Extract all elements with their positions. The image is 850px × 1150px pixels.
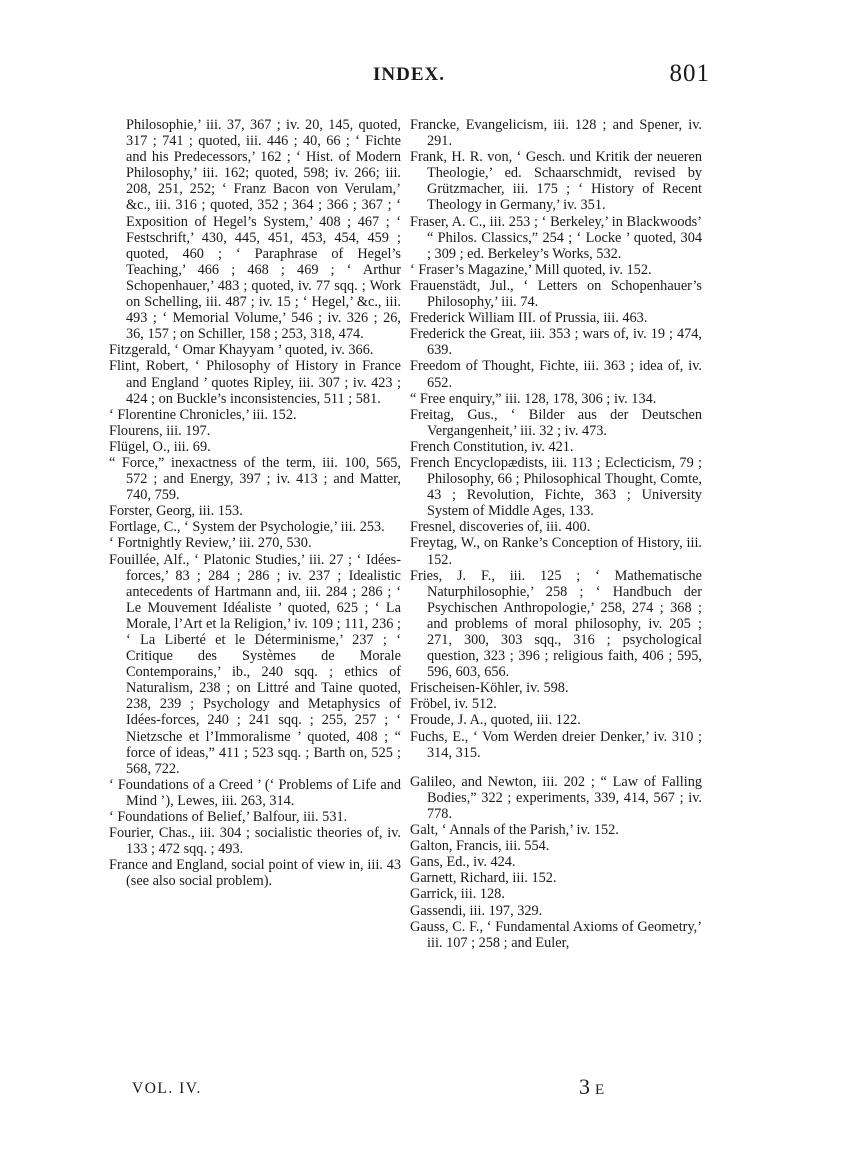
index-entry: Fresnel, discoveries of, iii. 400. (410, 519, 591, 536)
index-entry: ‘ Florentine Chronicles,’ iii. 152. (109, 406, 297, 423)
index-entry: Philosophie,’ iii. 37, 367 ; iv. 20, 145, quoted, 317 ; 741 ; quoted, iii. 446 ; 40, 66 ; ‘ Fichte and his Predecessors,’ 162 ; ‘ Hist. of Modern Philosophy,’ iii. 162; quoted, 598; iv. 266; iii. 208, 251, 252; ‘ Franz Bacon von Verulam,’ &c., iii. 316 ; quoted, 352 ; 364 ; 366 ; 367 ; ‘ Exposition of Hegel’s System,’ 408 ; 467 ; ‘ Festschrift,’ 430, 445, 451, 453, 454, 459 ; quoted, 460 ; ‘ Paraphrase of Hegel’s Teaching,’ 466 ; 468 ; 469 ; ‘ Arthur Schopenhauer,’ 483 ; quoted, iv. 77 sqq. ; Work on Schelling, iii. 487 ; iv. 15 ; ‘ Hegel,’ &c., iii. 493 ; ‘ Memorial Volume,’ 546 ; iv. 326 ; 26, 36, 157 ; on Schiller, 158 ; 253, 318, 474. (126, 117, 401, 343)
sheet-letter: E (595, 1082, 605, 1098)
index-entry: Freytag, W., on Ranke’s Conception of History, iii. 152. (410, 535, 702, 568)
index-entry: Fortlage, C., ‘ System der Psychologie,’ iii. 253. (109, 519, 385, 536)
index-entry: Flourens, iii. 197. (109, 422, 211, 439)
index-entry: “ Free enquiry,” iii. 128, 178, 306 ; iv. 134. (410, 390, 657, 407)
index-entry: Fröbel, iv. 512. (410, 696, 497, 713)
index-entry: Freitag, Gus., ‘ Bilder aus der Deutschen Vergangenheit,’ iii. 32 ; iv. 473. (410, 406, 702, 439)
index-entry: Fries, J. F., iii. 125 ; ‘ Mathematische Naturphilosophie,’ 258 ; ‘ Handbuch der Psychischen Anthropologie,’ 258, 274 ; 368 ; and problems of moral philosophy, iv. 205 ; 271, 300, 303 sqq., 316 ; psychological question, 323 ; 396 ; religious faith, 406 ; 595, 596, 603, 656. (410, 567, 702, 681)
index-entry: France and England, social point of view in, iii. 43 (see also social problem). (109, 857, 401, 890)
index-entry: Galileo, and Newton, iii. 202 ; “ Law of Falling Bodies,” 322 ; experiments, 339, 414, 567 ; iv. 778. (410, 773, 702, 822)
index-entry: Fouillée, Alf., ‘ Platonic Studies,’ iii. 27 ; ‘ Idées-forces,’ 83 ; 284 ; 286 ; iv. 237 ; Idealistic antecedents of Hartmann and, iii. 284 ; 286 ; ‘ Le Mouvement Idéaliste ’ quoted, 625 ; ‘ La Morale, l’Art et la Religion,’ iv. 109 ; 111, 236 ; ‘ La Liberté et le Déterminisme,’ 237 ; ‘ Critique des Systèmes de Morale Contemporains,’ ib., 240 sqq. ; ethics of Naturalism, 238 ; on Littré and Taine quoted, 238, 239 ; Psychology and Metaphysics of Idées-forces, 240 ; 241 sqq. ; 255, 257 ; ‘ Nietzsche et l’Immoralisme ’ quoted, 408 ; “ force of ideas,” 411 ; 523 sqq. ; Barth on, 525 ; 568, 722. (109, 551, 401, 777)
index-entry: Gauss, C. F., ‘ Fundamental Axioms of Geometry,’ iii. 107 ; 258 ; and Euler, (410, 918, 702, 951)
index-entry: Francke, Evangelicism, iii. 128 ; and Spener, iv. 291. (410, 117, 702, 150)
index-entry: Flügel, O., iii. 69. (109, 438, 211, 455)
running-head (110, 60, 710, 92)
index-entry: Freedom of Thought, Fichte, iii. 363 ; idea of, iv. 652. (410, 358, 702, 391)
index-entry: Frederick the Great, iii. 353 ; wars of, iv. 19 ; 474, 639. (410, 326, 702, 359)
index-entry: ‘ Fortnightly Review,’ iii. 270, 530. (109, 535, 312, 552)
sheet-number: 3 (579, 1074, 590, 1099)
index-entry: Froude, J. A., quoted, iii. 122. (410, 712, 581, 729)
page-number: 801 (669, 60, 710, 87)
index-entry: ‘ Foundations of Belief,’ Balfour, iii. 531. (109, 809, 348, 826)
index-entry: Galton, Francis, iii. 554. (410, 838, 550, 855)
index-entry: ‘ Fraser’s Magazine,’ Mill quoted, iv. 152. (410, 261, 652, 278)
index-entry: “ Force,” inexactness of the term, iii. 100, 565, 572 ; and Energy, 397 ; iv. 413 ; and Matter, 740, 759. (109, 454, 401, 504)
index-entry: Frauenstädt, Jul., ‘ Letters on Schopenhauer’s Philosophy,’ iii. 74. (410, 277, 702, 311)
index-column-left (109, 117, 401, 890)
index-entry: Galt, ‘ Annals of the Parish,’ iv. 152. (410, 822, 619, 839)
index-entry: Gassendi, iii. 197, 329. (410, 902, 543, 919)
index-entry: Fourier, Chas., iii. 304 ; socialistic theories of, iv. 133 ; 472 sqq. ; 493. (109, 825, 401, 858)
index-entry: Garnett, Richard, iii. 152. (410, 870, 557, 887)
letter-section-gap (410, 761, 702, 774)
index-entry: Forster, Georg, iii. 153. (109, 503, 243, 520)
index-entry: Gans, Ed., iv. 424. (410, 854, 516, 871)
index-entry: Garrick, iii. 128. (410, 886, 505, 903)
sheet-signature (579, 1074, 604, 1100)
index-entry: ‘ Foundations of a Creed ’ (‘ Problems of Life and Mind ’), Lewes, iii. 263, 314. (109, 776, 401, 809)
index-entry: Frischeisen-Köhler, iv. 598. (410, 680, 569, 697)
index-column-right (410, 117, 702, 951)
index-entry: Flint, Robert, ‘ Philosophy of History in France and England ’ quotes Ripley, iii. 307 ; iv. 423 ; 424 ; on Buckle’s inconsistencies, 511 ; 581. (109, 358, 401, 407)
index-entry: Frank, H. R. von, ‘ Gesch. und Kritik der neueren Theologie,’ ed. Schaarschmidt, revised by Grützmacher, iii. 175 ; ‘ History of Recent Theology in Germany,’ iv. 351. (410, 149, 702, 214)
index-entry: Fraser, A. C., iii. 253 ; ‘ Berkeley,’ in Blackwoods’ “ Philos. Classics,” 254 ; ‘ Locke ’ quoted, 304 ; 309 ; ed. Berkeley’s Works, 532. (410, 213, 702, 262)
index-entry: Frederick William III. of Prussia, iii. 463. (410, 310, 648, 327)
page-title: INDEX. (373, 64, 445, 85)
index-entry: French Encyclopædists, iii. 113 ; Eclecticism, 79 ; Philosophy, 66 ; Philosophical Thought, Comte, 43 ; Revolution, Fichte, 363 ; University System of Middle Ages, 133. (410, 454, 702, 520)
index-entry: French Constitution, iv. 421. (410, 438, 574, 455)
volume-signature: VOL. IV. (132, 1080, 202, 1097)
index-entry: Fuchs, E., ‘ Vom Werden dreier Denker,’ iv. 310 ; 314, 315. (410, 728, 702, 761)
index-entry: Fitzgerald, ‘ Omar Khayyam ’ quoted, iv. 366. (109, 342, 374, 359)
